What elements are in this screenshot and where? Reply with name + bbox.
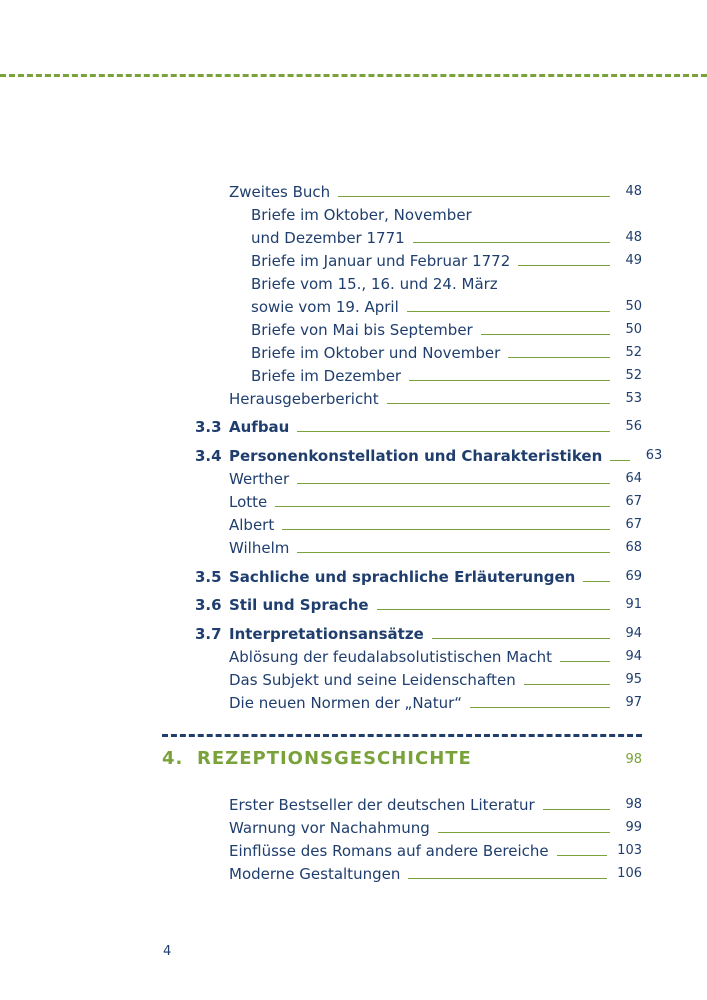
toc-entry[interactable] [251,248,642,270]
toc-page-number: 91 [625,597,642,612]
toc-entry-text: Herausgeberbericht [229,390,379,408]
toc-entry[interactable] [251,340,642,362]
dotted-leader [518,265,610,266]
toc-entry-text: Briefe im Oktober und November [251,344,501,362]
toc-page-number: 50 [625,322,642,337]
dotted-leader [438,832,610,833]
toc-entry[interactable] [251,271,642,293]
dotted-leader [470,707,610,708]
section-number: 3.6 [195,596,222,614]
toc-page-number: 103 [617,843,642,858]
toc-entry-text: Briefe im Oktober, November [251,206,472,224]
toc-page-number: 50 [625,299,642,314]
toc-entry[interactable] [229,667,642,689]
toc-entry[interactable] [251,225,642,247]
toc-page-number: 52 [625,368,642,383]
toc-page-number: 99 [625,820,642,835]
section-number: 3.5 [195,568,222,586]
toc-page-number: 67 [625,494,642,509]
toc-entry-text: Briefe im Januar und Februar 1772 [251,252,511,270]
dotted-leader [297,431,610,432]
toc-page-number: 98 [625,797,642,812]
toc-entry-text: Warnung vor Nachahmung [229,819,430,837]
toc-entry-text: Albert [229,516,275,534]
toc-page-number: 97 [625,695,642,710]
dotted-leader [297,552,610,553]
dotted-leader [610,460,630,461]
dotted-leader [432,638,610,639]
toc-page-number: 48 [625,230,642,245]
toc-entry-text: Wilhelm [229,539,290,557]
toc-entry-text: Sachliche und sprachliche Erläuterungen [229,568,576,586]
dotted-leader [377,609,610,610]
toc-page-number: 68 [625,540,642,555]
toc-entry-text: Aufbau [229,418,290,436]
section-number: 3.7 [195,625,222,643]
toc-entry[interactable] [229,644,642,666]
toc-page-number: 48 [625,184,642,199]
toc-page-number: 64 [625,471,642,486]
toc-entry[interactable] [229,535,642,557]
toc-page-number: 52 [625,345,642,360]
toc-section-entry[interactable] [195,592,642,614]
dotted-leader [338,196,610,197]
toc-page-number: 94 [625,649,642,664]
toc-section-entry[interactable] [195,414,642,436]
toc-page-number: 67 [625,517,642,532]
toc-page-number: 56 [625,419,642,434]
dotted-leader [543,809,610,810]
toc-entry-text: Briefe im Dezember [251,367,402,385]
dotted-leader [583,581,610,582]
toc-entry[interactable] [229,489,642,511]
chapter-title: REZEPTIONSGESCHICHTE [197,748,472,769]
dotted-leader [297,483,610,484]
dotted-leader [524,684,610,685]
toc-entry-text: Zweites Buch [229,183,331,201]
toc-entry-text: Erster Bestseller der deutschen Literatur [229,796,535,814]
dotted-leader [413,242,610,243]
toc-entry-text: Interpretationsansätze [229,625,424,643]
section-number: 3.4 [195,447,222,465]
toc-entry[interactable] [251,317,642,339]
toc-entry-text: Briefe vom 15., 16. und 24. März [251,275,498,293]
dotted-leader [408,878,607,879]
toc-page-number: 106 [617,866,642,881]
toc-entry[interactable] [229,690,642,712]
toc-entry-text: Briefe von Mai bis September [251,321,473,339]
toc-page-number: 63 [645,448,663,463]
toc-entry-text: Werther [229,470,290,488]
toc-entry[interactable] [251,363,642,385]
toc-entry[interactable] [229,815,642,837]
toc-entry-text: Ablösung der feudalabsolutistischen Macht [229,648,552,666]
toc-page-number: 69 [625,569,642,584]
toc-entry[interactable] [229,512,642,534]
toc-entry[interactable] [229,861,642,883]
dotted-leader [387,403,610,404]
section-number: 3.3 [195,418,222,436]
toc-entry[interactable] [229,386,642,408]
toc-entry-text: Lotte [229,493,268,511]
toc-entry[interactable] [229,838,642,860]
toc-section-entry[interactable] [195,564,642,586]
toc-page-number: 95 [625,672,642,687]
page-folio-number: 4 [163,944,172,959]
dotted-leader [409,380,610,381]
dotted-leader [557,855,608,856]
toc-entry[interactable] [251,202,642,224]
toc-entry-text: und Dezember 1771 [251,229,405,247]
dotted-leader [481,334,610,335]
toc-entry[interactable] [229,179,642,201]
toc-entry-text: Das Subjekt und seine Leidenschaften [229,671,516,689]
dotted-leader [275,506,610,507]
top-dashed-rule [0,74,707,77]
chapter-dashed-rule [162,734,642,737]
toc-entry-text: Einflüsse des Romans auf andere Bereiche [229,842,549,860]
toc-entry-text: Stil und Sprache [229,596,369,614]
chapter-page-number: 98 [625,752,642,767]
toc-page-number: 49 [625,253,642,268]
toc-entry[interactable] [251,294,642,316]
toc-entry[interactable] [229,466,642,488]
toc-entry[interactable] [229,792,642,814]
toc-section-entry[interactable] [195,621,642,643]
toc-page-number: 53 [625,391,642,406]
dotted-leader [282,529,610,530]
toc-entry-text: Die neuen Normen der „Natur“ [229,694,463,712]
dotted-leader [560,661,610,662]
toc-entry-text: Moderne Gestaltungen [229,865,401,883]
chapter-number: 4. [162,748,184,769]
toc-entry-text: sowie vom 19. April [251,298,399,316]
toc-entry-text: Personenkonstellation und Charakteristiken [229,447,603,465]
toc-section-entry[interactable] [195,443,663,465]
chapter-heading[interactable] [162,746,642,772]
dotted-leader [508,357,610,358]
toc-page-number: 94 [625,626,642,641]
dotted-leader [407,311,610,312]
